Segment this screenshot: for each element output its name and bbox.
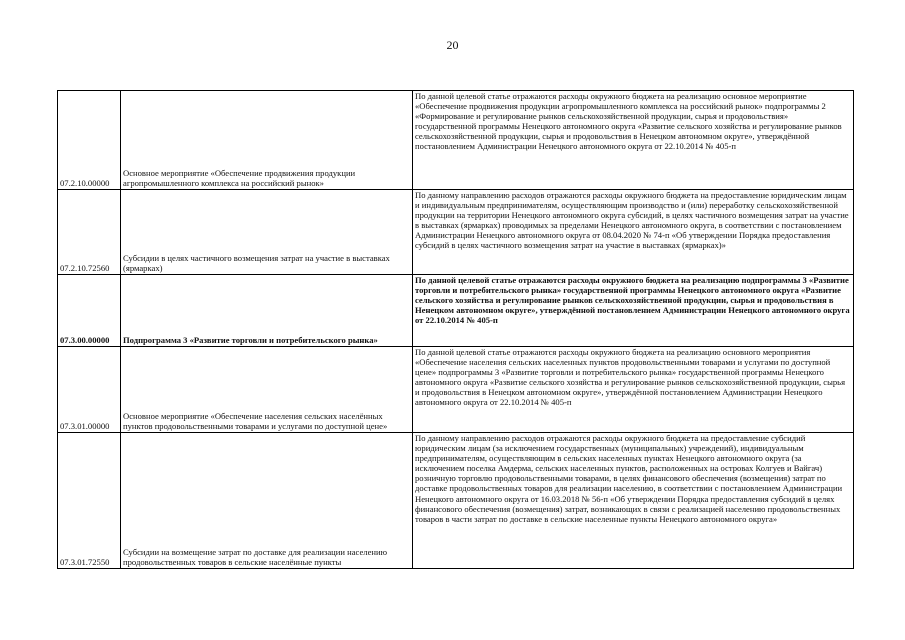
target-article-code: 07.3.00.00000 <box>58 275 121 347</box>
budget-classification-table <box>57 90 854 569</box>
target-article-description: По данной целевой статье отражаются расходы окружного бюджета на реализацию основное мероприятие «Обеспечение продвижения продукции агропромышленного комплекса на российский рынок» подпрограммы 2 «Формирование и регулирование рынков сельскохозяйственной продукции, сырья и продовольствия» государственной программы Ненецкого автономного округа «Развитие сельского хозяйства и регулирование рынков сельскохозяйственной продукции, сырья и продовольствия в Ненецком автономном округе», утверждённой постановлением Администрации Ненецкого автономного округа от 22.10.2014 № 405-п <box>413 91 854 190</box>
target-article-code: 07.2.10.72560 <box>58 190 121 275</box>
table-row <box>58 91 854 190</box>
target-article-code: 07.3.01.00000 <box>58 347 121 433</box>
target-article-description: По данному направлению расходов отражаются расходы окружного бюджета на предоставление субсидий юридическим лицам (за исключением государственных (муниципальных) учреждений), индивидуальным предпринимателям, осуществляющим в сельских населенных пунктах Ненецкого автономного округа (за исключением поселка Амдерма, сельских населенных пунктов, расположенных на островах Колгуев и Вайгач) розничную торговлю продовольственными товарами, в целях финансового обеспечения (возмещения) затрат по доставке продовольственных товаров для реализации населению, в соответствии с постановлением Администрации Ненецкого автономного округа от 16.03.2018 № 56-п «Об утверждении Порядка предоставления субсидий в целях финансового обеспечения (возмещения) затрат, возникающих в связи с реализацией населению продовольственных товаров в части затрат по доставке в сельские населенные пункты Ненецкого автономного округа» <box>413 433 854 569</box>
target-article-name: Подпрограмма 3 «Развитие торговли и потребительского рынка» <box>121 275 413 347</box>
target-article-name: Основное мероприятие «Обеспечение продвижения продукции агропромышленного комплекса на российский рынок» <box>121 91 413 190</box>
table-row <box>58 190 854 275</box>
table-row <box>58 275 854 347</box>
table-row <box>58 433 854 569</box>
target-article-name: Субсидии на возмещение затрат по доставке для реализации населению продовольственных товаров в сельские населённые пункты <box>121 433 413 569</box>
target-article-description: По данной целевой статье отражаются расходы окружного бюджета на реализацию подпрограммы 3 «Развитие торговли и потребительского рынка» государственной программы Ненецкого автономного округа «Развитие сельского хозяйства и регулирование рынков сельскохозяйственной продукции, сырья и продовольствия в Ненецком автономном округе», утверждённой постановлением Администрации Ненецкого автономного округа от 22.10.2014 № 405-п <box>413 275 854 347</box>
target-article-description: По данному направлению расходов отражаются расходы окружного бюджета на предоставление юридическим лицам и индивидуальным предпринимателям, осуществляющим производство и (или) переработку сельскохозяйственной продукции на территории Ненецкого автономного округа субсидий, в целях частичного возмещения затрат на участие в выставках (ярмарках) проводимых за пределами Ненецкого автономного округа, в соответствии с постановлением Администрации Ненецкого автономного округа от 08.04.2020 № 74-п «Об утверждении Порядка предоставления субсидий в целях частичного возмещения затрат на участие в выставках (ярмарках)» <box>413 190 854 275</box>
target-article-name: Субсидии в целях частичного возмещения затрат на участие в выставках (ярмарках) <box>121 190 413 275</box>
page-number: 20 <box>446 38 459 52</box>
target-article-name: Основное мероприятие «Обеспечение населения сельских населённых пунктов продовольственными товарами и услугами по доступной цене» <box>121 347 413 433</box>
target-article-code: 07.2.10.00000 <box>58 91 121 190</box>
target-article-description: По данной целевой статье отражаются расходы окружного бюджета на реализацию основного мероприятия «Обеспечение населения сельских населенных пунктов продовольственными товарами и услугами по доступной цене» подпрограммы 3 «Развитие торговли и потребительского рынка» государственной программы Ненецкого автономного округа «Развитие сельского хозяйства и регулирование рынков сельскохозяйственной продукции, сырья и продовольствия в Ненецком автономном округе», утверждённой постановлением Администрации Ненецкого автономного округа от 22.10.2014 № 405-п <box>413 347 854 433</box>
target-article-code: 07.3.01.72550 <box>58 433 121 569</box>
table-row <box>58 347 854 433</box>
